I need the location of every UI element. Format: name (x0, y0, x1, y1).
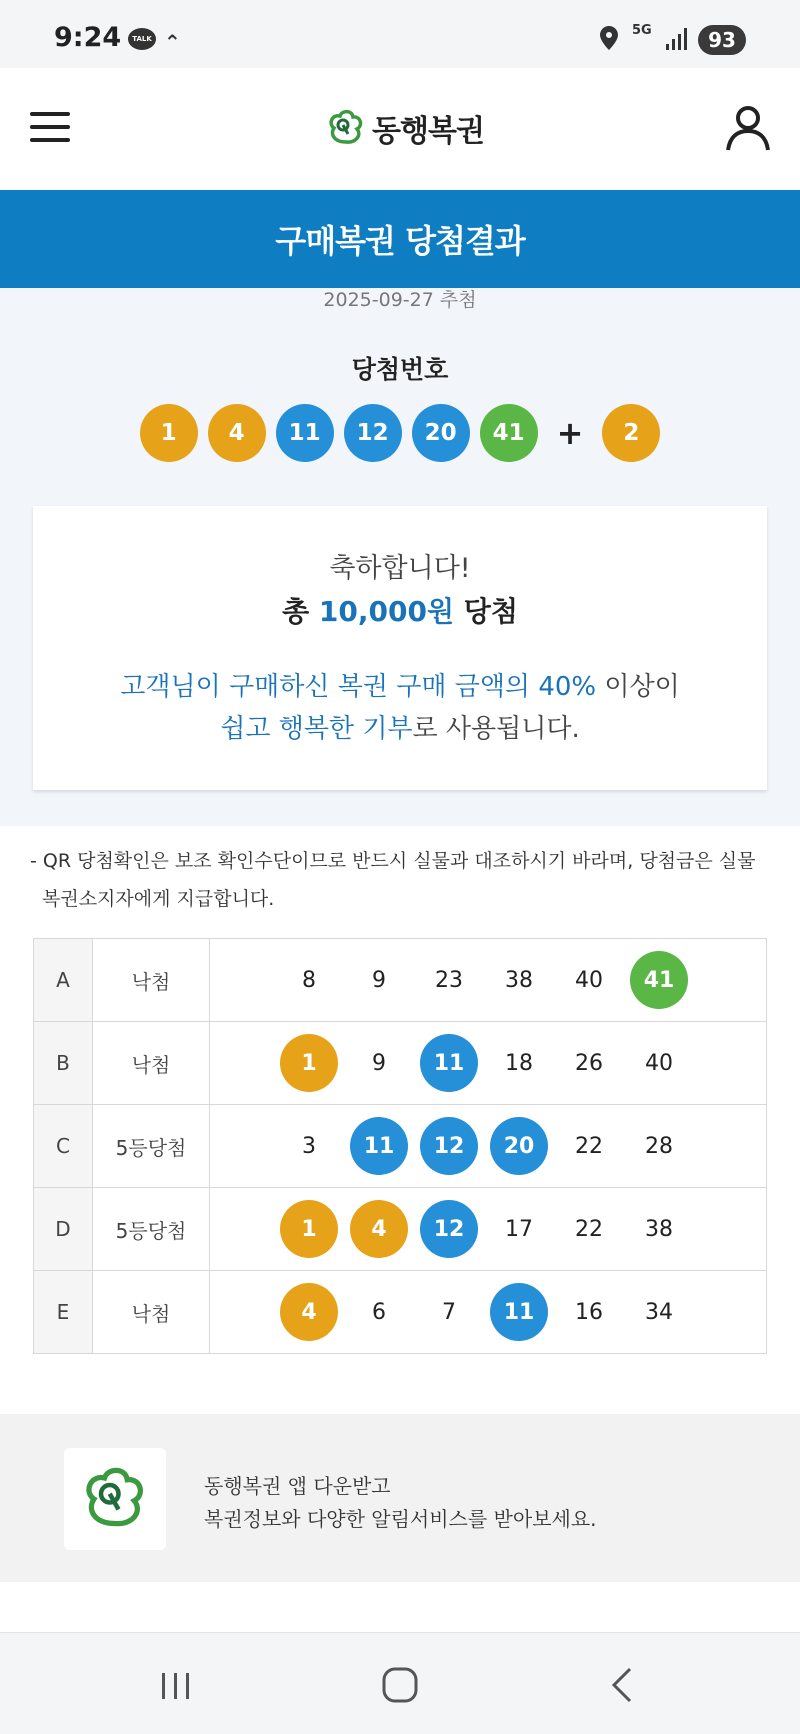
bonus-ball: 2 (602, 404, 660, 462)
user-icon[interactable] (724, 104, 772, 152)
back-icon[interactable] (602, 1663, 646, 1707)
game-numbers (210, 939, 767, 1022)
donation-line2-highlight: 쉽고 행복한 기부 (220, 714, 413, 744)
donation-line1-highlight: 고객님이 구매하신 복권 구매 금액의 40% (120, 672, 597, 702)
matched-number-ball: 1 (280, 1200, 338, 1258)
matched-number-ball: 41 (630, 951, 688, 1009)
number: 34 (645, 1299, 673, 1325)
winning-numbers (0, 404, 800, 462)
game-numbers (210, 1105, 767, 1188)
number: 3 (302, 1133, 316, 1159)
kakaotalk-icon: TALK (128, 28, 156, 50)
number: 8 (302, 967, 316, 993)
battery-icon: 93 (698, 25, 746, 55)
total-amount: 10,000원 (318, 595, 455, 628)
number: 22 (575, 1216, 603, 1242)
table-row (34, 939, 767, 1022)
number: 9 (372, 967, 386, 993)
status-time: 9:24 (54, 22, 122, 53)
promo-line1: 동행복권 앱 다운받고 (204, 1474, 391, 1498)
number: 6 (372, 1299, 386, 1325)
recent-apps-icon[interactable] (154, 1663, 198, 1707)
game-result: 5등당첨 (93, 1188, 210, 1271)
number: 40 (645, 1050, 673, 1076)
game-label: C (34, 1105, 93, 1188)
network-type: 5G (632, 23, 652, 38)
dhlottery-logo[interactable] (326, 106, 484, 150)
clover-logo-icon (326, 108, 366, 148)
game-result: 낙첨 (93, 939, 210, 1022)
home-icon[interactable] (378, 1663, 422, 1707)
number: 38 (645, 1216, 673, 1242)
matched-number-ball: 12 (420, 1200, 478, 1258)
app-header (0, 68, 800, 190)
total-suffix: 당첨 (463, 595, 518, 628)
plus-sign: + (556, 414, 584, 452)
game-label: B (34, 1022, 93, 1105)
page-title-band (0, 190, 800, 288)
winning-ball: 41 (480, 404, 538, 462)
table-row (34, 1188, 767, 1271)
network-icon: ⌃ (164, 30, 181, 54)
game-result: 낙첨 (93, 1022, 210, 1105)
status-bar (0, 0, 800, 68)
number: 23 (435, 967, 463, 993)
number: 7 (442, 1299, 456, 1325)
promo-line2: 복권정보와 다양한 알림서비스를 받아보세요. (204, 1507, 597, 1531)
matched-number-ball: 12 (420, 1117, 478, 1175)
number: 28 (645, 1133, 673, 1159)
number: 26 (575, 1050, 603, 1076)
table-row (34, 1271, 767, 1354)
location-icon (600, 26, 618, 50)
hamburger-menu-icon[interactable] (30, 110, 72, 144)
number: 40 (575, 967, 603, 993)
winning-ball: 1 (140, 404, 198, 462)
number: 17 (505, 1216, 533, 1242)
matched-number-ball: 4 (280, 1283, 338, 1341)
winning-section (0, 288, 800, 826)
winning-ball: 20 (412, 404, 470, 462)
game-result: 낙첨 (93, 1271, 210, 1354)
matched-number-ball: 4 (350, 1200, 408, 1258)
number: 9 (372, 1050, 386, 1076)
page-title: 구매복권 당첨결과 (275, 222, 525, 260)
system-nav-bar (0, 1632, 800, 1734)
promo-text (204, 1470, 597, 1536)
donation-line2-rest: 로 사용됩니다. (412, 714, 580, 744)
game-numbers (210, 1022, 767, 1105)
matched-number-ball: 11 (420, 1034, 478, 1092)
logo-text: 동행복권 (372, 114, 484, 149)
game-result: 5등당첨 (93, 1105, 210, 1188)
result-card (33, 506, 767, 790)
app-promo[interactable] (0, 1414, 800, 1582)
donation-message (33, 666, 767, 750)
matched-number-ball: 11 (350, 1117, 408, 1175)
winning-ball: 11 (276, 404, 334, 462)
number: 38 (505, 967, 533, 993)
winning-ball: 12 (344, 404, 402, 462)
game-label: D (34, 1188, 93, 1271)
game-numbers (210, 1188, 767, 1271)
total-prize (33, 590, 767, 630)
qr-notice (30, 842, 780, 918)
matched-number-ball: 1 (280, 1034, 338, 1092)
winning-ball: 4 (208, 404, 266, 462)
matched-number-ball: 11 (490, 1283, 548, 1341)
table-row (34, 1022, 767, 1105)
game-label: E (34, 1271, 93, 1354)
winning-numbers-title: 당첨번호 (351, 355, 449, 384)
signal-icon (664, 28, 690, 50)
dhlottery-logo-icon (64, 1448, 166, 1550)
game-numbers (210, 1271, 767, 1354)
draw-date: 2025-09-27 추첨 (323, 289, 477, 311)
game-label: A (34, 939, 93, 1022)
table-row (34, 1105, 767, 1188)
number: 18 (505, 1050, 533, 1076)
congrats-text: 축하합니다! (329, 553, 471, 584)
ticket-table (33, 938, 767, 1354)
number: 16 (575, 1299, 603, 1325)
total-prefix: 총 (282, 595, 310, 628)
notice-line1: - QR 당첨확인은 보조 확인수단이므로 반드시 실물과 대조하시기 바라며, 당첨금은 실물 (30, 850, 756, 872)
number: 22 (575, 1133, 603, 1159)
donation-line1-rest: 이상이 (596, 672, 680, 702)
notice-line2: 복권소지자에게 지급합니다. (42, 888, 275, 910)
matched-number-ball: 20 (490, 1117, 548, 1175)
